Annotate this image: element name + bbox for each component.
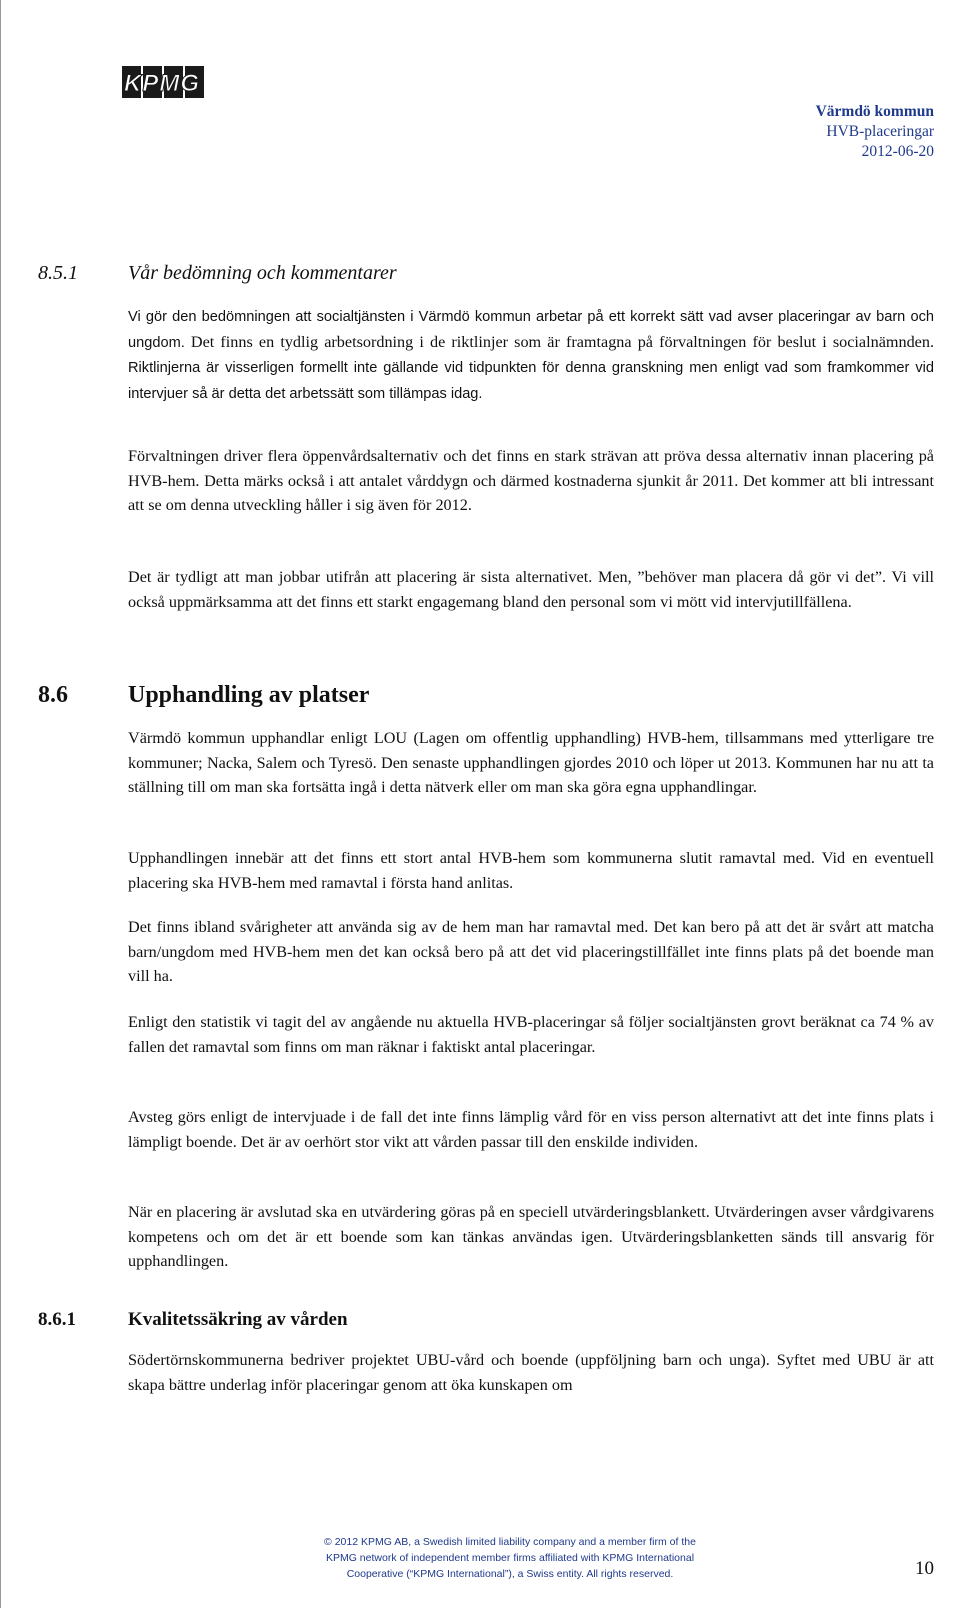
report-date: 2012-06-20 bbox=[861, 143, 934, 160]
paragraph: Förvaltningen driver flera öppenvårdsalternativ och det finns en stark strävan att pröva dessa alternativ innan placering på HVB-hem. Detta märks också i att antalet vårddygn och därmed kostnaderna sjunkit år 2011. Det kommer att bli intressant att se om denna utveckling håller i sig även för 2012. bbox=[128, 447, 934, 514]
paragraph bbox=[128, 304, 934, 406]
paragraph-part: Vi gör den bedömningen att socialtjänsten i Värmdö kommun arbetar på ett korrekt sätt vad avser placeringar av barn och ungdom. bbox=[128, 309, 934, 351]
document-header bbox=[816, 102, 934, 162]
copyright-footer bbox=[250, 1534, 770, 1582]
paragraph: Enligt den statistik vi tagit del av angående nu aktuella HVB-placeringar så följer socialtjänsten grovt beräknat ca 74 % av fallen det ramavtal som finns om man räknar i faktiskt antal placeringar. bbox=[128, 1013, 934, 1056]
page-left-border bbox=[0, 0, 1, 1608]
heading-title: Vår bedömning och kommentarer bbox=[128, 262, 397, 284]
paragraph: När en placering är avslutad ska en utvärdering göras på en speciell utvärderingsblankett. Utvärderingen avser vårdgivarens kompetens och om det är ett boende som kan tänkas användas igen. Utvärderingsblanketten sänds till ansvarig för upphandlingen. bbox=[128, 1203, 934, 1270]
paragraph: Värmdö kommun upphandlar enligt LOU (Lagen om offentlig upphandling) HVB-hem, tillsammans med ytterligare tre kommuner; Nacka, Salem och Tyresö. Den senaste upphandlingen gjordes 2010 och löper ut 2013. Kommunen har nu att ta ställning till om man ska fortsätta ingå i detta nätverk eller om man ska göra egna upphandlingar. bbox=[128, 729, 934, 796]
paragraph: Upphandlingen innebär att det finns ett stort antal HVB-hem som kommunerna slutit ramavtal med. Vid en eventuell placering ska HVB-hem med ramavtal i första hand anlitas. bbox=[128, 849, 934, 892]
page-number: 10 bbox=[915, 1558, 934, 1579]
heading-8-6-1 bbox=[38, 1309, 348, 1331]
paragraph-part: Riktlinjerna är visserligen formellt inte gällande vid tidpunkten för denna granskning men enligt vad som framkommer vid intervjuer så är detta det arbetssätt som tillämpas idag. bbox=[128, 360, 934, 402]
footer-line: Cooperative (“KPMG International”), a Swiss entity. All rights reserved. bbox=[346, 1568, 674, 1580]
heading-number: 8.6.1 bbox=[38, 1309, 76, 1330]
heading-title: Kvalitetssäkring av vården bbox=[128, 1309, 348, 1330]
paragraph: Södertörnskommunerna bedriver projektet UBU-vård och boende (uppföljning barn och unga). Syftet med UBU är att skapa bättre underlag inför placeringar genom att öka kunskapen om bbox=[128, 1351, 934, 1394]
paragraph: Det är tydligt att man jobbar utifrån att placering är sista alternativet. Men, ”behöver man placera då gör vi det”. Vi vill också uppmärksamma att det finns ett starkt engagemang bland den personal som vi mött vid intervjutillfällena. bbox=[128, 568, 934, 611]
footer-line: KPMG network of independent member firms affiliated with KPMG International bbox=[325, 1552, 695, 1564]
kpmg-logo bbox=[122, 66, 206, 102]
heading-number: 8.5.1 bbox=[38, 262, 78, 284]
footer-line: © 2012 KPMG AB, a Swedish limited liability company and a member firm of the bbox=[324, 1536, 696, 1548]
paragraph: Det finns ibland svårigheter att använda sig av de hem man har ramavtal med. Det kan bero på att det är svårt att matcha barn/ungdom med HVB-hem men det kan också bero på att det vid placeringstillfället inte finns plats på det boende man vill ha. bbox=[128, 918, 934, 985]
heading-title: Upphandling av platser bbox=[128, 682, 370, 708]
heading-number: 8.6 bbox=[38, 682, 68, 708]
heading-8-5-1 bbox=[38, 262, 397, 285]
paragraph: Avsteg görs enligt de intervjuade i de fall det inte finns lämplig vård för en viss person alternativt att det inte finns plats i lämpligt boende. Det är av oerhört stor vikt att vården passar till den enskilde individen. bbox=[128, 1108, 934, 1151]
organization-name: Värmdö kommun bbox=[815, 103, 934, 120]
heading-8-6 bbox=[38, 682, 369, 709]
logo-text: KPMG bbox=[124, 70, 200, 97]
report-title: HVB-placeringar bbox=[826, 123, 934, 140]
paragraph-part: Det finns en tydlig arbetsordning i de riktlinjer som är framtagna på förvaltningen för beslut i socialnämnden. bbox=[184, 332, 934, 351]
